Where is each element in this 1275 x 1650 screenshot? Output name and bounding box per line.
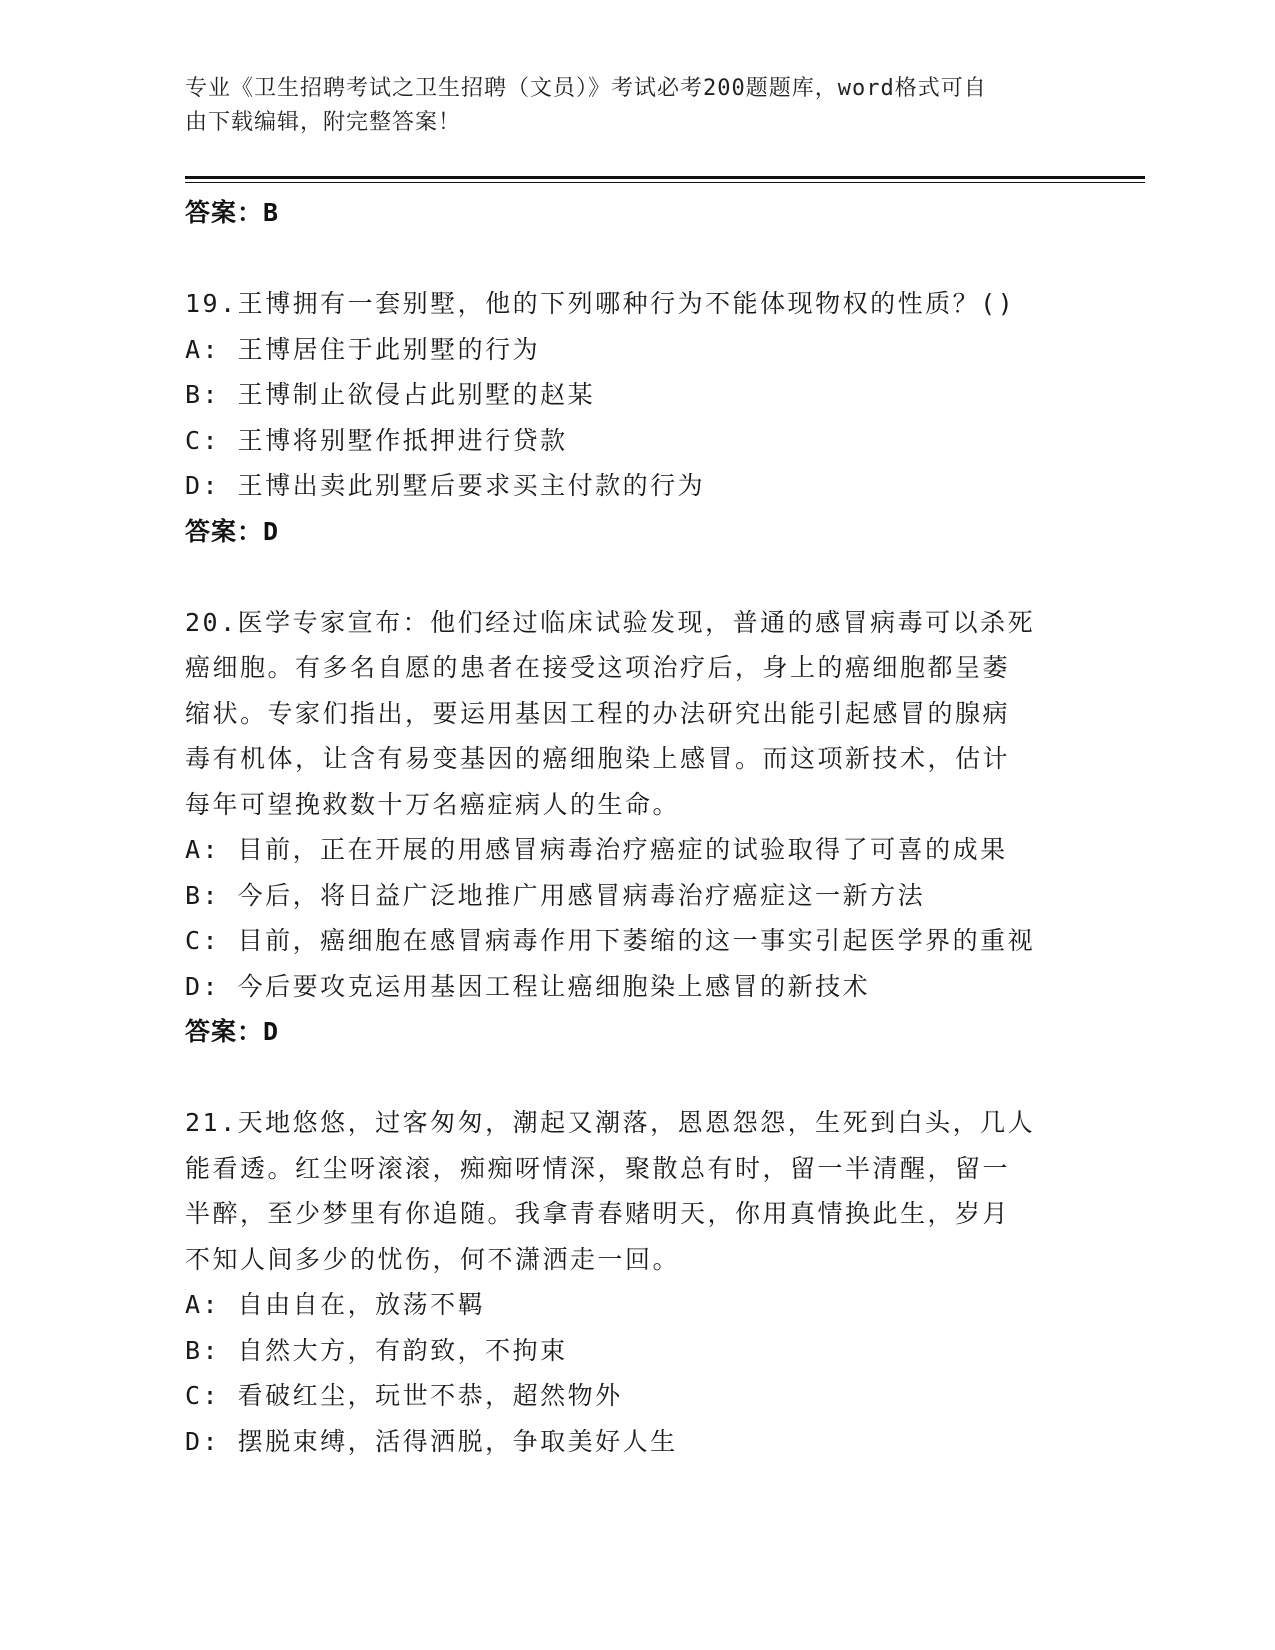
- option-c: C: 看破红尘，玩世不恭，超然物外: [185, 1381, 623, 1410]
- spacer: [185, 554, 1085, 600]
- header-divider-thin: [185, 182, 1145, 183]
- option-d: D: 王博出卖此别墅后要求买主付款的行为: [185, 471, 706, 500]
- document-body: [185, 190, 1085, 1464]
- question-stem-line: 毒有机体，让含有易变基因的癌细胞染上感冒。而这项新技术，估计: [185, 744, 1011, 773]
- header-line-1: 专业《卫生招聘考试之卫生招聘（文员）》考试必考200题题库，word格式可自: [185, 76, 987, 101]
- question-20: [185, 600, 1085, 1055]
- header-line-2: 由下载编辑，附完整答案！: [185, 110, 462, 135]
- header-divider-thick: [185, 176, 1145, 179]
- question-stem: 19.王博拥有一套别墅，他的下列哪种行为不能体现物权的性质？(): [185, 289, 1016, 318]
- option-a: A: 自由自在，放荡不羁: [185, 1290, 486, 1319]
- option-d: D: 摆脱束缚，活得洒脱，争取美好人生: [185, 1426, 678, 1456]
- option-a: A: 目前，正在开展的用感冒病毒治疗癌症的试验取得了可喜的成果: [185, 835, 1008, 864]
- option-c: C: 王博将别墅作抵押进行贷款: [185, 425, 568, 455]
- question-19: [185, 281, 1085, 554]
- answer-18: 答案：B: [185, 198, 280, 227]
- question-stem-line: 能看透。红尘呀滚滚，痴痴呀情深，聚散总有时，留一半清醒，留一: [185, 1153, 1011, 1183]
- document-header: [185, 72, 1085, 140]
- question-stem-line: 20.医学专家宣布：他们经过临床试验发现，普通的感冒病毒可以杀死: [185, 607, 1036, 637]
- option-b: B: 今后，将日益广泛地推广用感冒病毒治疗癌症这一新方法: [185, 880, 926, 910]
- option-b: B: 自然大方，有韵致，不拘束: [185, 1335, 568, 1365]
- question-stem-line: 不知人间多少的忧伤，何不潇洒走一回。: [185, 1244, 681, 1274]
- option-a: A: 王博居住于此别墅的行为: [185, 334, 541, 364]
- answer-19: 答案：D: [185, 516, 280, 546]
- spacer: [185, 1055, 1085, 1101]
- question-stem-line: 癌细胞。有多名自愿的患者在接受这项治疗后，身上的癌细胞都呈萎: [185, 653, 1011, 682]
- spacer: [185, 236, 1085, 282]
- question-stem-line: 半醉，至少梦里有你追随。我拿青春赌明天，你用真情换此生，岁月: [185, 1199, 1011, 1228]
- option-d: D: 今后要攻克运用基因工程让癌细胞染上感冒的新技术: [185, 971, 871, 1001]
- question-stem-line: 缩状。专家们指出，要运用基因工程的办法研究出能引起感冒的腺病: [185, 698, 1011, 728]
- question-21: [185, 1100, 1085, 1464]
- question-stem-line: 21.天地悠悠，过客匆匆，潮起又潮落，恩恩怨怨，生死到白头，几人: [185, 1108, 1036, 1137]
- option-c: C: 目前，癌细胞在感冒病毒作用下萎缩的这一事实引起医学界的重视: [185, 926, 1036, 955]
- option-b: B: 王博制止欲侵占此别墅的赵某: [185, 380, 596, 409]
- answer-20: 答案：D: [185, 1017, 280, 1046]
- question-stem-line: 每年可望挽救数十万名癌症病人的生命。: [185, 789, 681, 819]
